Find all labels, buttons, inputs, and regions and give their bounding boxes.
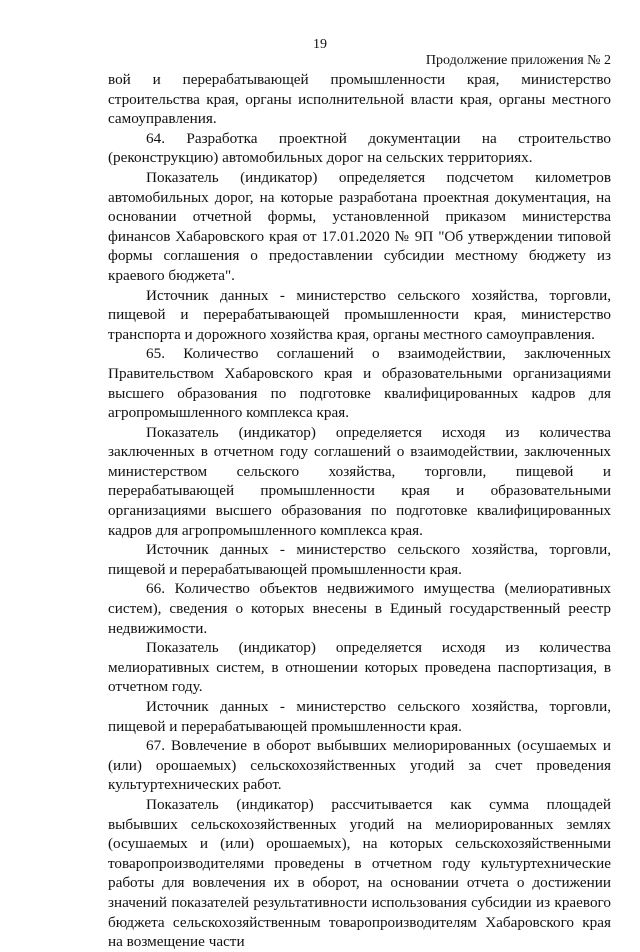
paragraph-source-65: Источник данных - министерство сельского хозяйства, торговли, пищевой и перерабатывающей промышленности края. <box>108 541 611 578</box>
appendix-continuation-note: Продолжение приложения № 2 <box>425 53 611 68</box>
document-body <box>108 70 611 952</box>
paragraph-continuation: вой и перерабатывающей промышленности края, министерство строительства края, органы исполнительной власти края, органы местного самоуправления. <box>108 71 611 128</box>
paragraph-item-66: 66. Количество объектов недвижимого имущества (мелиоративных систем), сведения о которых внесены в Единый государственный реестр недвижимости. <box>108 580 611 637</box>
paragraph-indicator-65: Показатель (индикатор) определяется исходя из количества заключенных в отчетном году соглашений о взаимодействии, заключенных министерством сельского хозяйства, торговли, пищевой и перерабатывающей промышленности края и образовательными организациями высшего образования по подготовке квалифицированных кадров для агропромышленного комплекса края. <box>108 423 611 539</box>
paragraph-item-65: 65. Количество соглашений о взаимодействии, заключенных Правительством Хабаровского края и образовательными организациями высшего образования по подготовке квалифицированных кадров для агропромышленного комплекса края. <box>108 345 611 422</box>
paragraph-indicator-67: Показатель (индикатор) рассчитывается как сумма площадей выбывших сельскохозяйственных угодий на мелиорированных землях (осушаемых и (или) орошаемых), на которых сельскохозяйственными товаропроизводителями проведены в отчетном году культуртехнические работы для вовлечения их в оборот, на основании отчета о достижении значений показателей результативности использования субсидии из краевого бюджета сельскохозяйственным товаропроизводителям Хабаровского края на возмещение части <box>108 795 611 951</box>
paragraph-item-67: 67. Вовлечение в оборот выбывших мелиорированных (осушаемых и (или) орошаемых) сельскохозяйственных угодий за счет проведения культуртехнических работ. <box>108 737 611 794</box>
paragraph-source-64: Источник данных - министерство сельского хозяйства, торговли, пищевой и перерабатывающей промышленности края, министерство транспорта и дорожного хозяйства края, органы местного самоуправления. <box>108 286 611 343</box>
page-number: 19 <box>313 37 327 52</box>
paragraph-indicator-64: Показатель (индикатор) определяется подсчетом километров автомобильных дорог, на которые разработана проектная документация, на основании отчетной формы, установленной приказом министерства финансов Хабаровского края от 17.01.2020 № 9П "Об утверждении типовой формы соглашения о предоставлении субсидии местному бюджету из краевого бюджета". <box>108 168 611 284</box>
paragraph-source-66: Источник данных - министерство сельского хозяйства, торговли, пищевой и перерабатывающей промышленности края. <box>108 698 611 735</box>
paragraph-indicator-66: Показатель (индикатор) определяется исходя из количества мелиоративных систем, в отношении которых проведена паспортизация, в отчетном году. <box>108 639 611 696</box>
paragraph-item-64: 64. Разработка проектной документации на строительство (реконструкцию) автомобильных дорог на сельских территориях. <box>108 129 611 167</box>
